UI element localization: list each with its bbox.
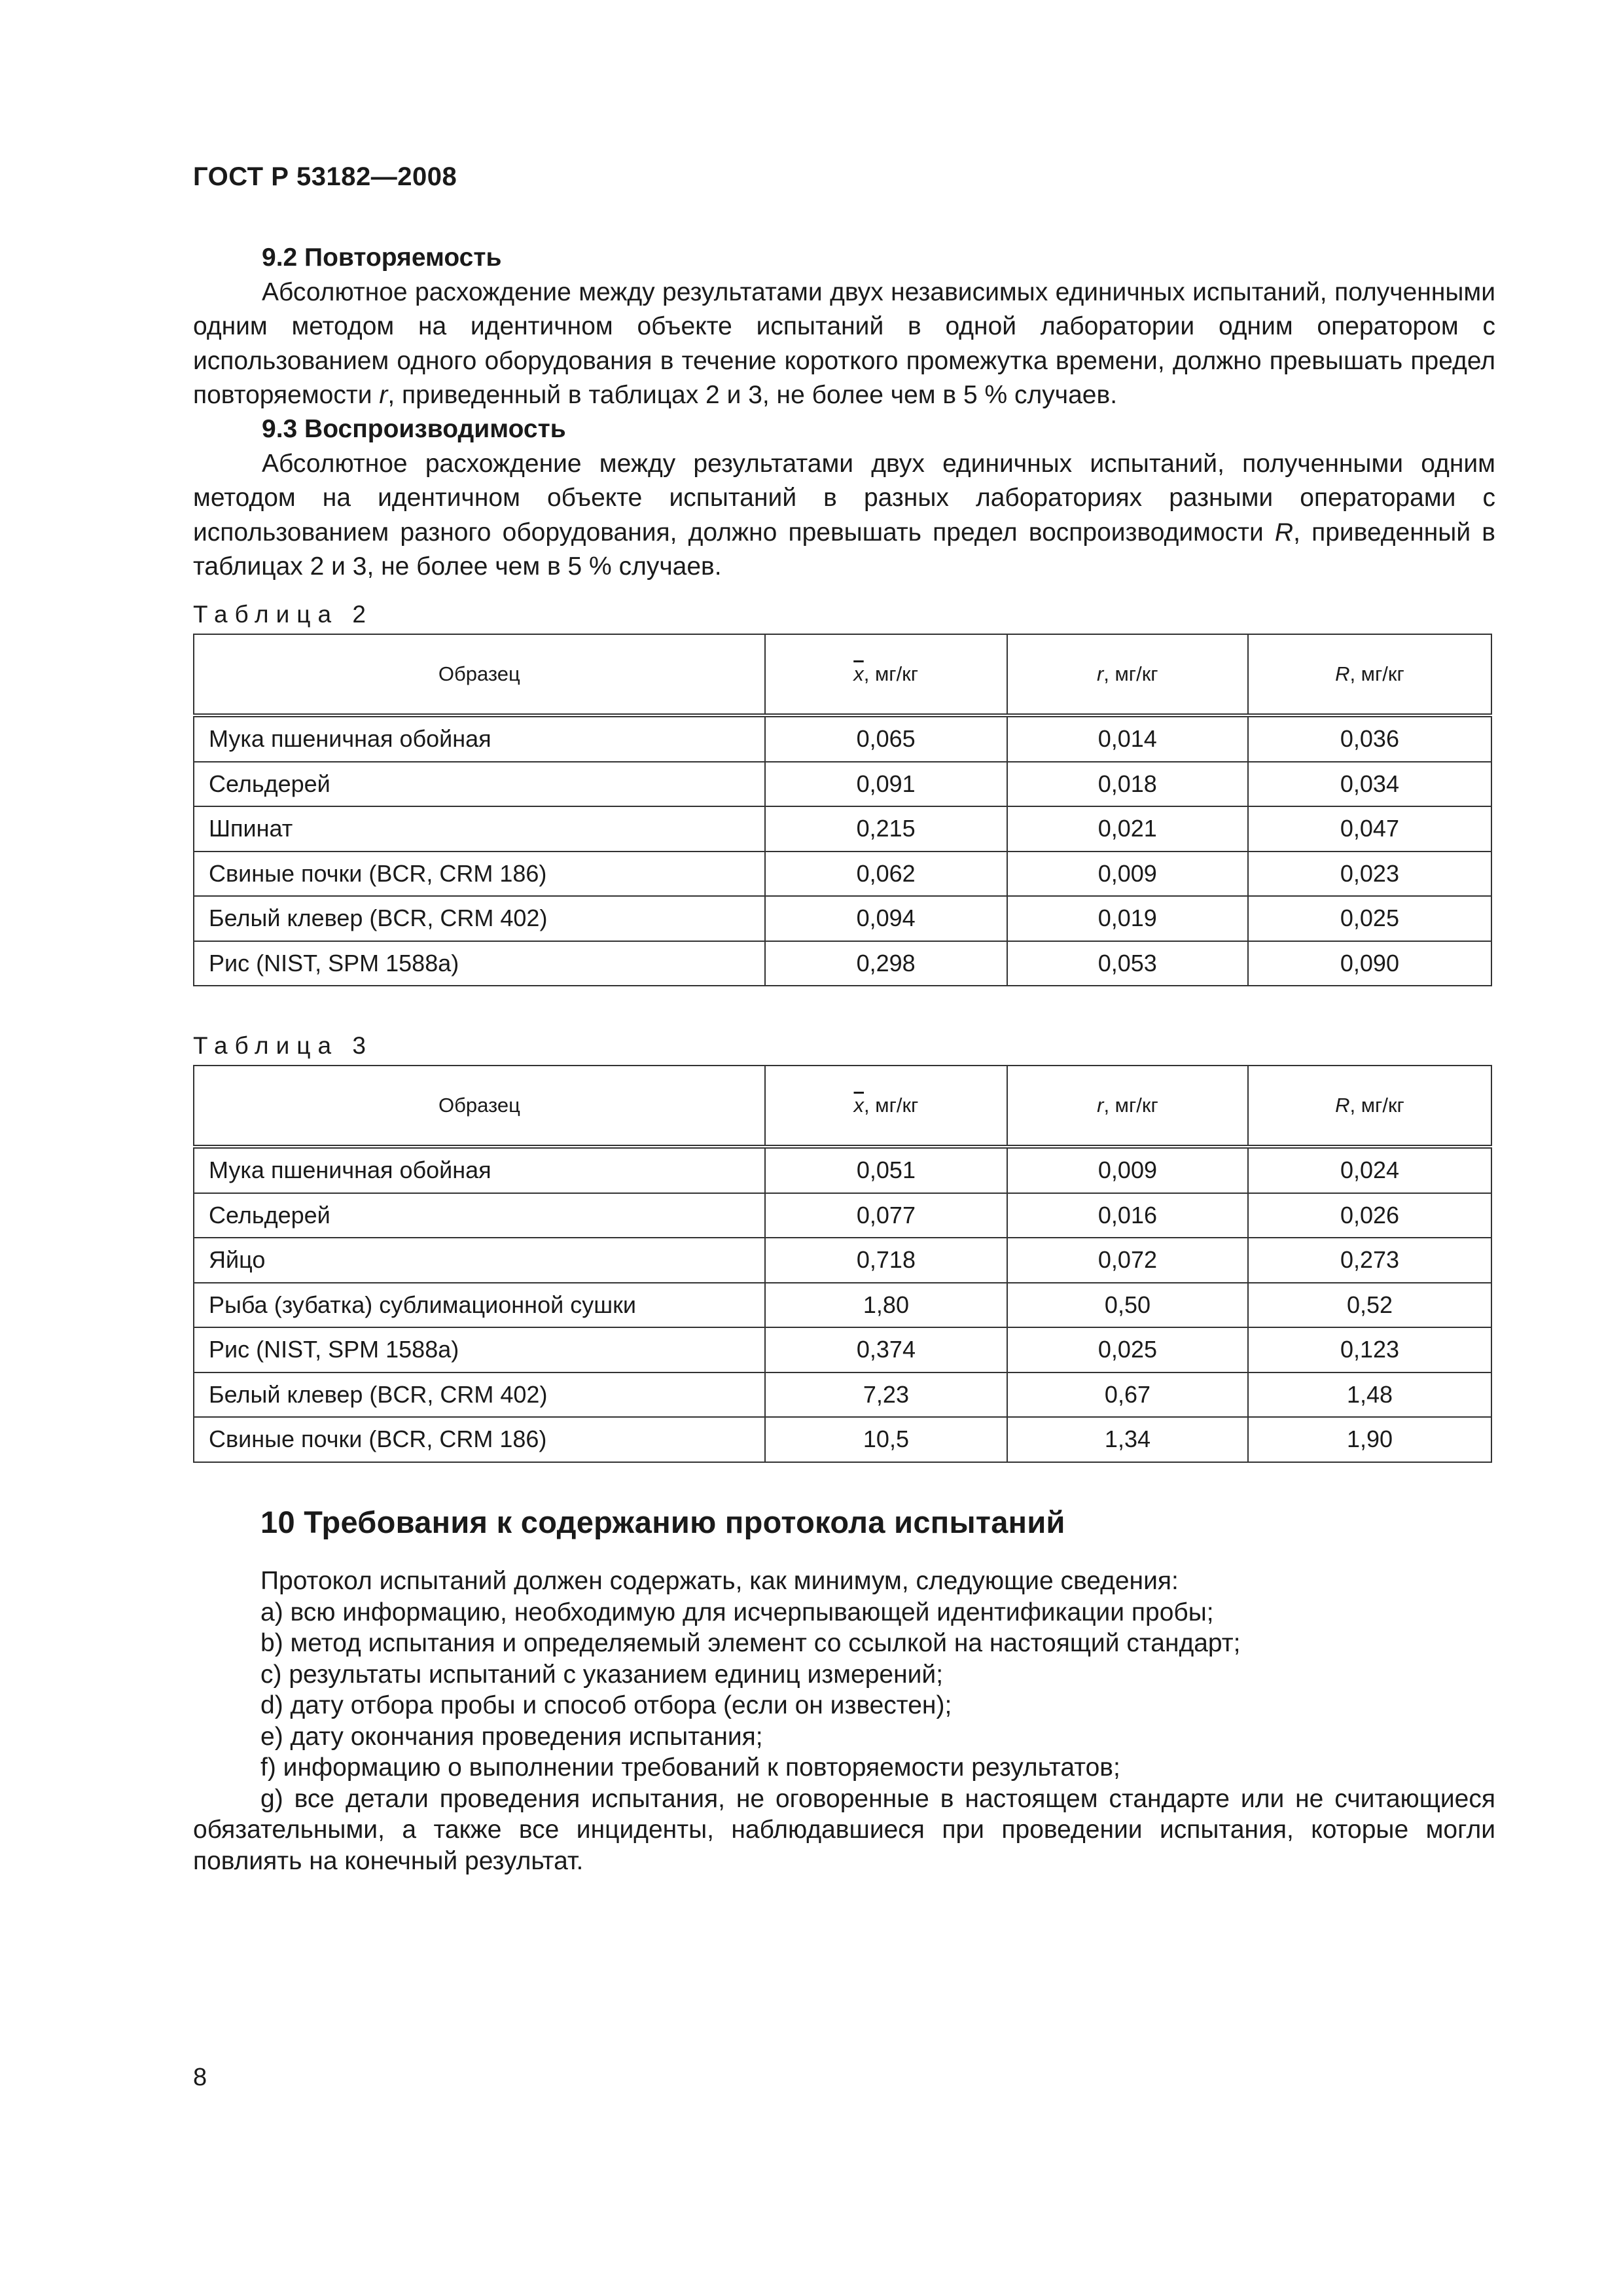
table-row — [194, 1327, 1491, 1372]
cell-reproducibility: 0,123 — [1248, 1327, 1491, 1372]
table-row — [194, 852, 1491, 897]
cell-sample: Рис (NIST, SPM 1588а) — [194, 1327, 765, 1372]
cell-sample: Свиные почки (BCR, CRM 186) — [194, 1417, 765, 1462]
header-reproducibility: R, мг/кг — [1248, 634, 1491, 715]
section-9-2 — [193, 241, 1495, 413]
cell-sample: Белый клевер (BCR, CRM 402) — [194, 1372, 765, 1418]
cell-repeatability: 0,072 — [1007, 1238, 1248, 1283]
table-3 — [193, 1065, 1492, 1463]
table-header-row — [194, 634, 1491, 715]
table-row — [194, 1283, 1491, 1328]
cell-sample: Сельдерей — [194, 1193, 765, 1238]
cell-reproducibility: 0,034 — [1248, 762, 1491, 807]
section-9-3-text: Абсолютное расхождение между результатами двух единичных испытаний, полученными одним методом на идентичном объекте испытаний в разных лабораториях разными операторами с использованием разного оборудования, должно превышать предел воспроизводимости R, приведенный в таблицах 2 и 3, не более чем в 5 % случаев. — [193, 449, 1495, 581]
header-reproducibility: R, мг/кг — [1248, 1066, 1491, 1147]
cell-sample: Рис (NIST, SPM 1588а) — [194, 941, 765, 986]
cell-repeatability: 1,34 — [1007, 1417, 1248, 1462]
symbol-r: r — [379, 381, 388, 409]
list-item: e) дату окончания проведения испытания; — [260, 1722, 763, 1751]
cell-sample: Мука пшеничная обойная — [194, 715, 765, 762]
section-10-heading: 10 Требования к содержанию протокола испытаний — [260, 1505, 1065, 1539]
cell-reproducibility: 1,48 — [1248, 1372, 1491, 1418]
table-row — [194, 1193, 1491, 1238]
cell-sample: Сельдерей — [194, 762, 765, 807]
cell-reproducibility: 0,026 — [1248, 1193, 1491, 1238]
table-2-caption: Таблица 2 — [193, 601, 373, 628]
cell-mean: 0,298 — [765, 941, 1007, 986]
table-header-row — [194, 1066, 1491, 1147]
header-sample: Образец — [194, 634, 765, 715]
cell-repeatability: 0,019 — [1007, 896, 1248, 941]
table-row — [194, 806, 1491, 852]
cell-reproducibility: 0,047 — [1248, 806, 1491, 852]
cell-reproducibility: 0,090 — [1248, 941, 1491, 986]
section-10-intro: Протокол испытаний должен содержать, как минимум, следующие сведения: — [260, 1567, 1179, 1595]
cell-mean: 0,051 — [765, 1147, 1007, 1193]
symbol-R: R — [1274, 518, 1294, 547]
cell-repeatability: 0,021 — [1007, 806, 1248, 852]
list-item: c) результаты испытаний с указанием единиц измерений; — [260, 1660, 944, 1689]
table-row — [194, 941, 1491, 986]
cell-mean: 0,374 — [765, 1327, 1007, 1372]
cell-sample: Рыба (зубатка) сублимационной сушки — [194, 1283, 765, 1328]
cell-mean: 0,065 — [765, 715, 1007, 762]
cell-mean: 0,077 — [765, 1193, 1007, 1238]
list-item: d) дату отбора пробы и способ отбора (если он известен); — [260, 1691, 952, 1719]
cell-mean: 0,718 — [765, 1238, 1007, 1283]
cell-mean: 0,091 — [765, 762, 1007, 807]
table-row — [194, 1372, 1491, 1418]
table-row — [194, 1147, 1491, 1193]
list-item: b) метод испытания и определяемый элемент со ссылкой на настоящий стандарт; — [260, 1629, 1241, 1657]
cell-repeatability: 0,018 — [1007, 762, 1248, 807]
table-row — [194, 1238, 1491, 1283]
section-9-3-heading: 9.3 Воспроизводимость — [262, 415, 566, 443]
cell-reproducibility: 0,273 — [1248, 1238, 1491, 1283]
cell-reproducibility: 0,024 — [1248, 1147, 1491, 1193]
section-9-2-heading: 9.2 Повторяемость — [262, 243, 502, 272]
table-row — [194, 715, 1491, 762]
cell-repeatability: 0,025 — [1007, 1327, 1248, 1372]
cell-reproducibility: 0,036 — [1248, 715, 1491, 762]
page-number: 8 — [193, 2064, 207, 2091]
cell-mean: 0,215 — [765, 806, 1007, 852]
section-9-2-text: Абсолютное расхождение между результатами двух независимых единичных испытаний, полученными одним методом на идентичном объекте испытаний в одной лаборатории одним оператором с использованием одного оборудования в течение короткого промежутка времени, должно превышать предел повторяемости r, приведенный в таблицах 2 и 3, не более чем в 5 % случаев. — [193, 278, 1495, 409]
cell-mean: 0,062 — [765, 852, 1007, 897]
cell-sample: Мука пшеничная обойная — [194, 1147, 765, 1193]
cell-mean: 7,23 — [765, 1372, 1007, 1418]
running-title: ГОСТ Р 53182—2008 — [193, 162, 457, 191]
cell-repeatability: 0,67 — [1007, 1372, 1248, 1418]
header-repeatability: r, мг/кг — [1007, 634, 1248, 715]
cell-sample: Яйцо — [194, 1238, 765, 1283]
cell-repeatability: 0,053 — [1007, 941, 1248, 986]
header-sample: Образец — [194, 1066, 765, 1147]
header-repeatability: r, мг/кг — [1007, 1066, 1248, 1147]
list-item: f) информацию о выполнении требований к повторяемости результатов; — [260, 1753, 1120, 1782]
cell-repeatability: 0,014 — [1007, 715, 1248, 762]
section-9-3 — [193, 412, 1495, 584]
table-3-caption: Таблица 3 — [193, 1032, 373, 1059]
table-row — [194, 896, 1491, 941]
cell-mean: 0,094 — [765, 896, 1007, 941]
table-row — [194, 762, 1491, 807]
cell-repeatability: 0,009 — [1007, 852, 1248, 897]
cell-reproducibility: 0,025 — [1248, 896, 1491, 941]
cell-sample: Шпинат — [194, 806, 765, 852]
list-item: a) всю информацию, необходимую для исчерпывающей идентификации пробы; — [260, 1598, 1214, 1626]
cell-sample: Белый клевер (BCR, CRM 402) — [194, 896, 765, 941]
cell-sample: Свиные почки (BCR, CRM 186) — [194, 852, 765, 897]
header-mean: $\overline{x}$, мг/кг — [765, 634, 1007, 715]
cell-reproducibility: 1,90 — [1248, 1417, 1491, 1462]
header-mean: $\overline{x}$, мг/кг — [765, 1066, 1007, 1147]
cell-reproducibility: 0,52 — [1248, 1283, 1491, 1328]
section-10-body — [193, 1566, 1495, 1876]
cell-reproducibility: 0,023 — [1248, 852, 1491, 897]
cell-mean: 1,80 — [765, 1283, 1007, 1328]
cell-repeatability: 0,016 — [1007, 1193, 1248, 1238]
table-row — [194, 1417, 1491, 1462]
cell-repeatability: 0,50 — [1007, 1283, 1248, 1328]
table-2 — [193, 634, 1492, 986]
list-item: g) все детали проведения испытания, не оговоренные в настоящем стандарте или не считающиеся обязательными, а также все инциденты, наблюдавшиеся при проведении испытания, которые могли повлиять на конечный результат. — [193, 1784, 1495, 1875]
cell-repeatability: 0,009 — [1007, 1147, 1248, 1193]
cell-mean: 10,5 — [765, 1417, 1007, 1462]
